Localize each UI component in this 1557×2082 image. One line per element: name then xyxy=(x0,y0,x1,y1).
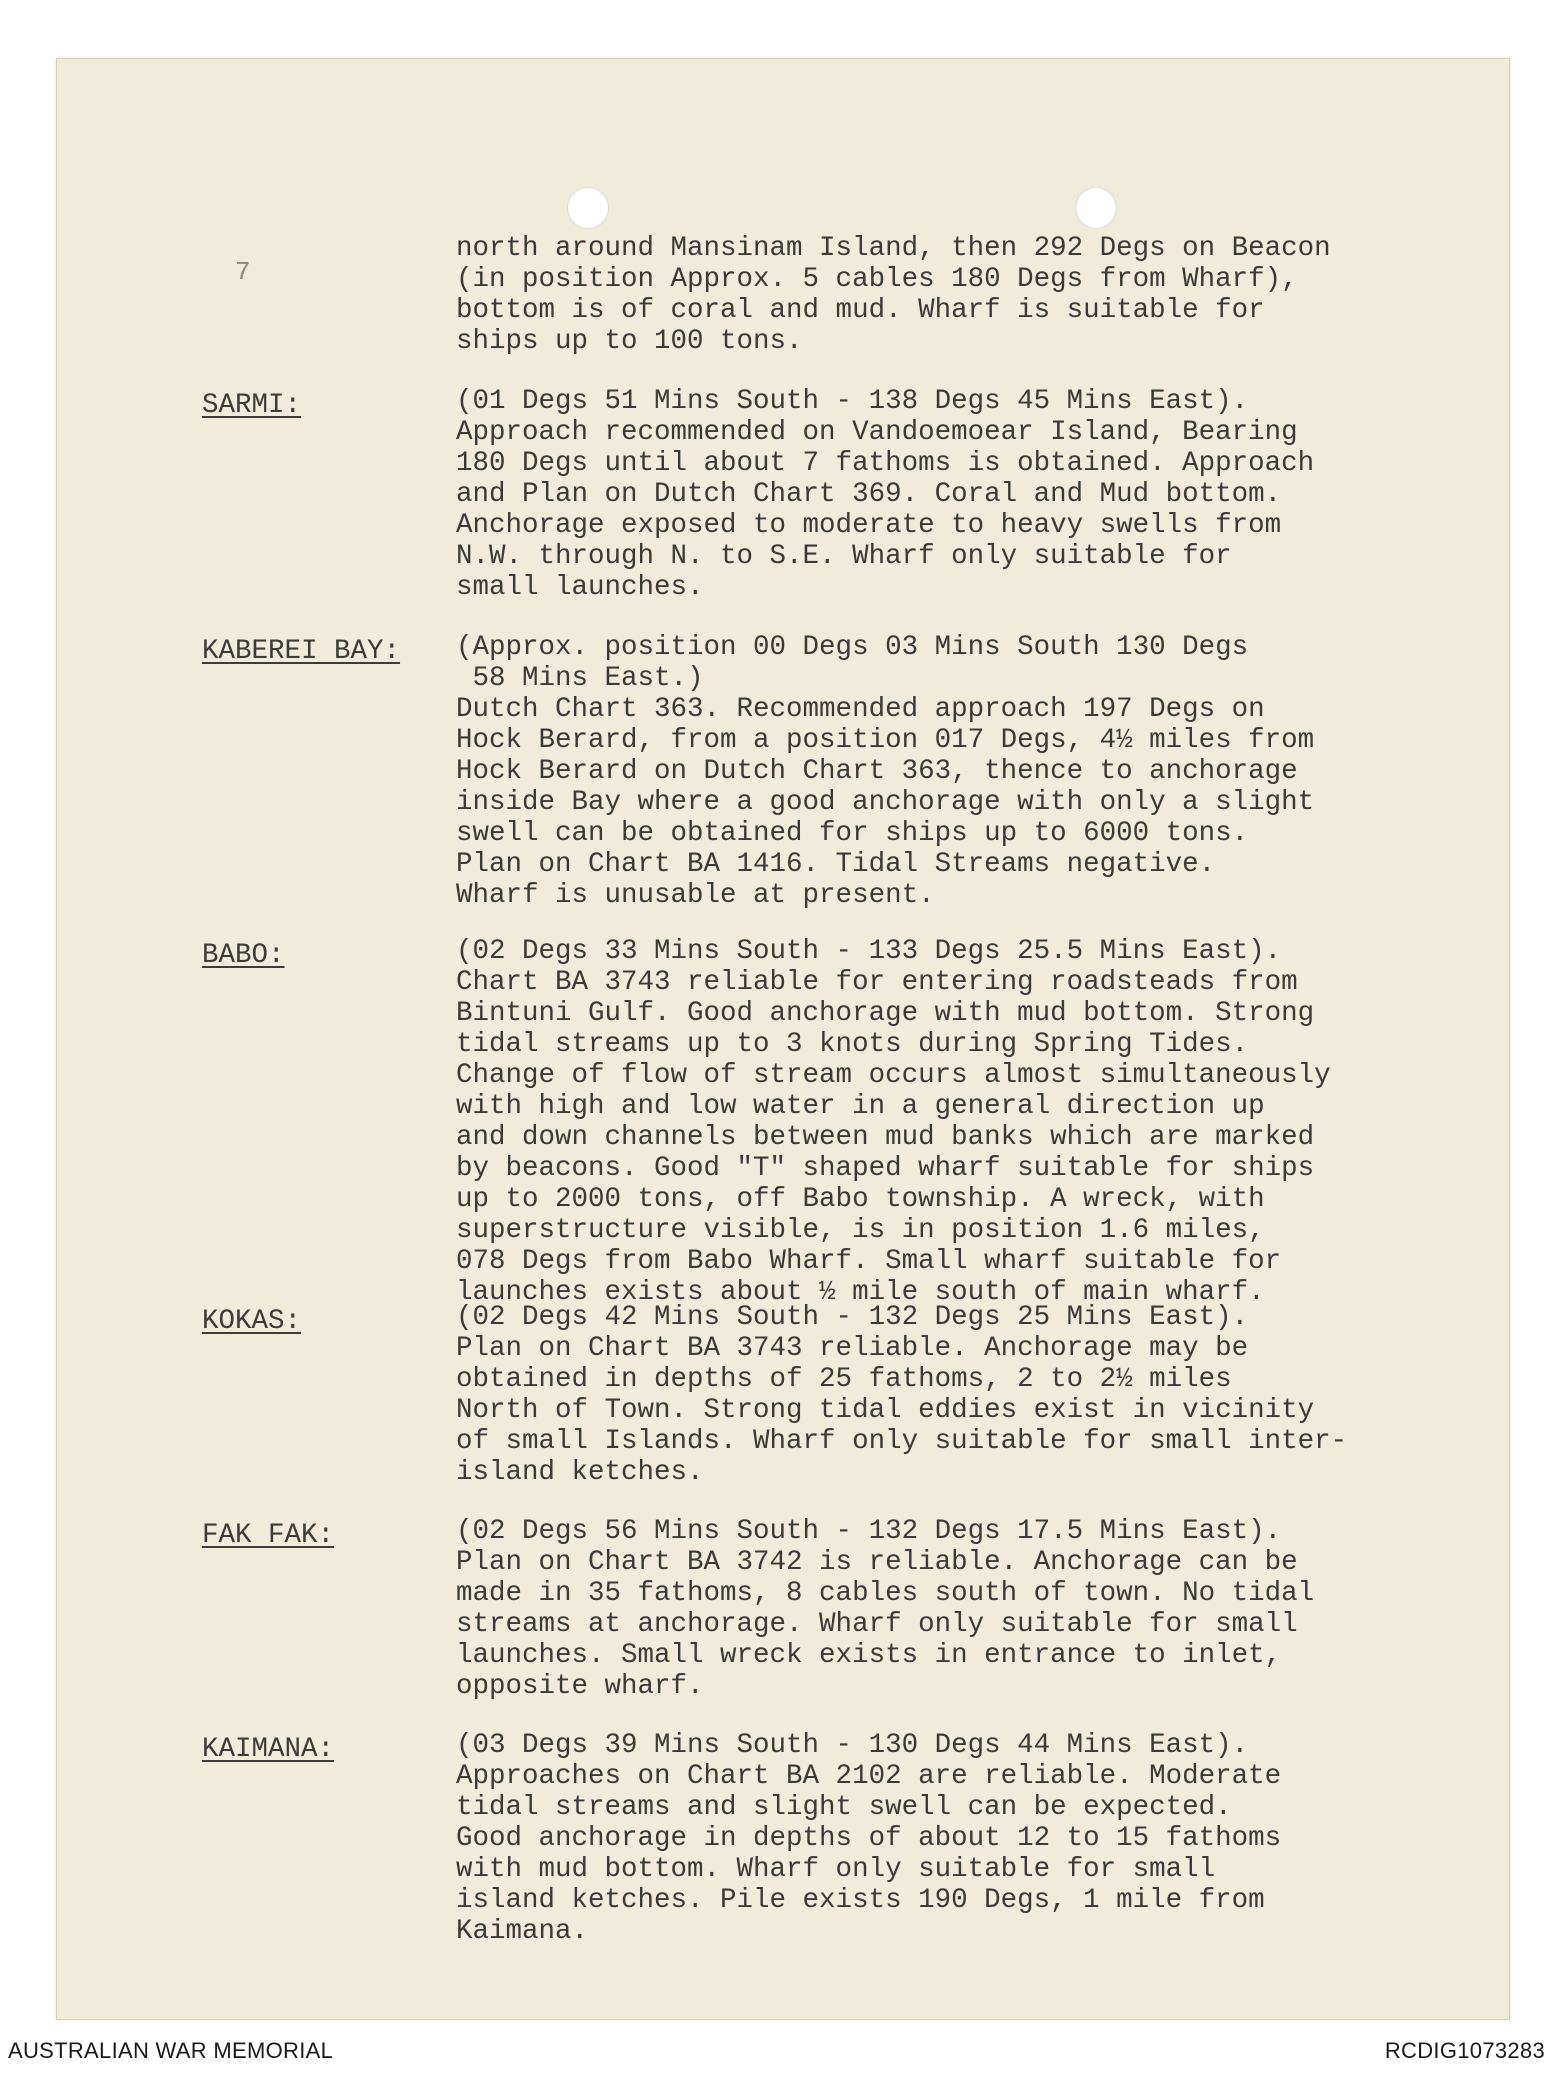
entry-label-kokas: KOKAS: xyxy=(202,1306,302,1337)
text-line: by beacons. Good "T" shaped wharf suitable for ships xyxy=(456,1153,1315,1184)
text-line: of small Islands. Wharf only suitable for small inter- xyxy=(456,1426,1348,1457)
text-line: (01 Degs 51 Mins South - 138 Degs 45 Mins East). xyxy=(456,386,1249,417)
text-line: Bintuni Gulf. Good anchorage with mud bottom. Strong xyxy=(456,998,1315,1029)
text-line: superstructure visible, is in position 1.6 miles, xyxy=(456,1215,1265,1246)
entry-label-kaberei-bay: KABEREI BAY: xyxy=(202,636,401,667)
text-line: north around Mansinam Island, then 292 Degs on Beacon xyxy=(456,233,1331,264)
text-line: (02 Degs 33 Mins South - 133 Degs 25.5 Mins East). xyxy=(456,936,1282,967)
entry-text-babo xyxy=(456,936,1456,1308)
text-line: Change of flow of stream occurs almost simultaneously xyxy=(456,1060,1331,1091)
text-line: launches exists about ½ mile south of main wharf. xyxy=(456,1277,1265,1308)
text-line: bottom is of coral and mud. Wharf is suitable for xyxy=(456,295,1265,326)
text-line: inside Bay where a good anchorage with only a slight xyxy=(456,787,1315,818)
footer-record-id: RCDIG1073283 xyxy=(1384,2038,1545,2063)
punch-hole xyxy=(1075,187,1117,229)
text-line: swell can be obtained for ships up to 6000 tons. xyxy=(456,818,1249,849)
text-line: (Approx. position 00 Degs 03 Mins South 130 Degs xyxy=(456,632,1249,663)
entry-text-kaimana xyxy=(456,1730,1456,1947)
text-line: launches. Small wreck exists in entrance to inlet, xyxy=(456,1640,1282,1671)
text-line: N.W. through N. to S.E. Wharf only suitable for xyxy=(456,541,1232,572)
entry-text-sarmi xyxy=(456,386,1456,603)
text-line: island ketches. Pile exists 190 Degs, 1 mile from xyxy=(456,1885,1265,1916)
text-line: (03 Degs 39 Mins South - 130 Degs 44 Mins East). xyxy=(456,1730,1249,1761)
footer-institution: AUSTRALIAN WAR MEMORIAL xyxy=(8,2038,334,2063)
text-line: Anchorage exposed to moderate to heavy swells from xyxy=(456,510,1282,541)
text-line: Plan on Chart BA 3742 is reliable. Anchorage can be xyxy=(456,1547,1298,1578)
text-line: tidal streams up to 3 knots during Spring Tides. xyxy=(456,1029,1249,1060)
corner-mark: 7 xyxy=(235,257,251,287)
text-line: Plan on Chart BA 1416. Tidal Streams negative. xyxy=(456,849,1216,880)
text-line: 078 Degs from Babo Wharf. Small wharf suitable for xyxy=(456,1246,1282,1277)
text-line: 180 Degs until about 7 fathoms is obtained. Approach xyxy=(456,448,1315,479)
text-line: and Plan on Dutch Chart 369. Coral and Mud bottom. xyxy=(456,479,1282,510)
entry-text-fak-fak xyxy=(456,1516,1456,1702)
text-line: with mud bottom. Wharf only suitable for small xyxy=(456,1854,1216,1885)
entry-label-babo: BABO: xyxy=(202,940,285,971)
text-line: up to 2000 tons, off Babo township. A wreck, with xyxy=(456,1184,1265,1215)
text-line: (02 Degs 56 Mins South - 132 Degs 17.5 Mins East). xyxy=(456,1516,1282,1547)
intro-paragraph xyxy=(456,233,1456,357)
text-line: (in position Approx. 5 cables 180 Degs from Wharf), xyxy=(456,264,1298,295)
text-line: Dutch Chart 363. Recommended approach 197 Degs on xyxy=(456,694,1265,725)
text-line: Chart BA 3743 reliable for entering roadsteads from xyxy=(456,967,1298,998)
entry-label-sarmi: SARMI: xyxy=(202,390,302,421)
text-line: Hock Berard on Dutch Chart 363, thence to anchorage xyxy=(456,756,1298,787)
text-line: Wharf is unusable at present. xyxy=(456,880,935,911)
text-line: island ketches. xyxy=(456,1457,704,1488)
text-line: tidal streams and slight swell can be expected. xyxy=(456,1792,1232,1823)
entry-label-fak-fak: FAK FAK: xyxy=(202,1520,335,1551)
entry-label-kaimana: KAIMANA: xyxy=(202,1734,335,1765)
text-line: North of Town. Strong tidal eddies exist in vicinity xyxy=(456,1395,1315,1426)
entry-text-kaberei-bay xyxy=(456,632,1456,911)
text-line: Approach recommended on Vandoemoear Island, Bearing xyxy=(456,417,1298,448)
text-line: and down channels between mud banks which are marked xyxy=(456,1122,1315,1153)
text-line: obtained in depths of 25 fathoms, 2 to 2½ miles xyxy=(456,1364,1232,1395)
text-line: made in 35 fathoms, 8 cables south of town. No tidal xyxy=(456,1578,1315,1609)
text-line: streams at anchorage. Wharf only suitable for small xyxy=(456,1609,1298,1640)
entry-text-kokas xyxy=(456,1302,1456,1488)
text-line: (02 Degs 42 Mins South - 132 Degs 25 Mins East). xyxy=(456,1302,1249,1333)
text-line: Approaches on Chart BA 2102 are reliable. Moderate xyxy=(456,1761,1282,1792)
text-line: 58 Mins East.) xyxy=(456,663,704,694)
punch-hole xyxy=(567,187,609,229)
text-line: Good anchorage in depths of about 12 to 15 fathoms xyxy=(456,1823,1282,1854)
text-line: ships up to 100 tons. xyxy=(456,326,803,357)
text-line: Kaimana. xyxy=(456,1916,589,1947)
text-line: with high and low water in a general direction up xyxy=(456,1091,1265,1122)
text-line: Plan on Chart BA 3743 reliable. Anchorage may be xyxy=(456,1333,1249,1364)
text-line: small launches. xyxy=(456,572,704,603)
text-line: Hock Berard, from a position 017 Degs, 4½ miles from xyxy=(456,725,1315,756)
text-line: opposite wharf. xyxy=(456,1671,704,1702)
